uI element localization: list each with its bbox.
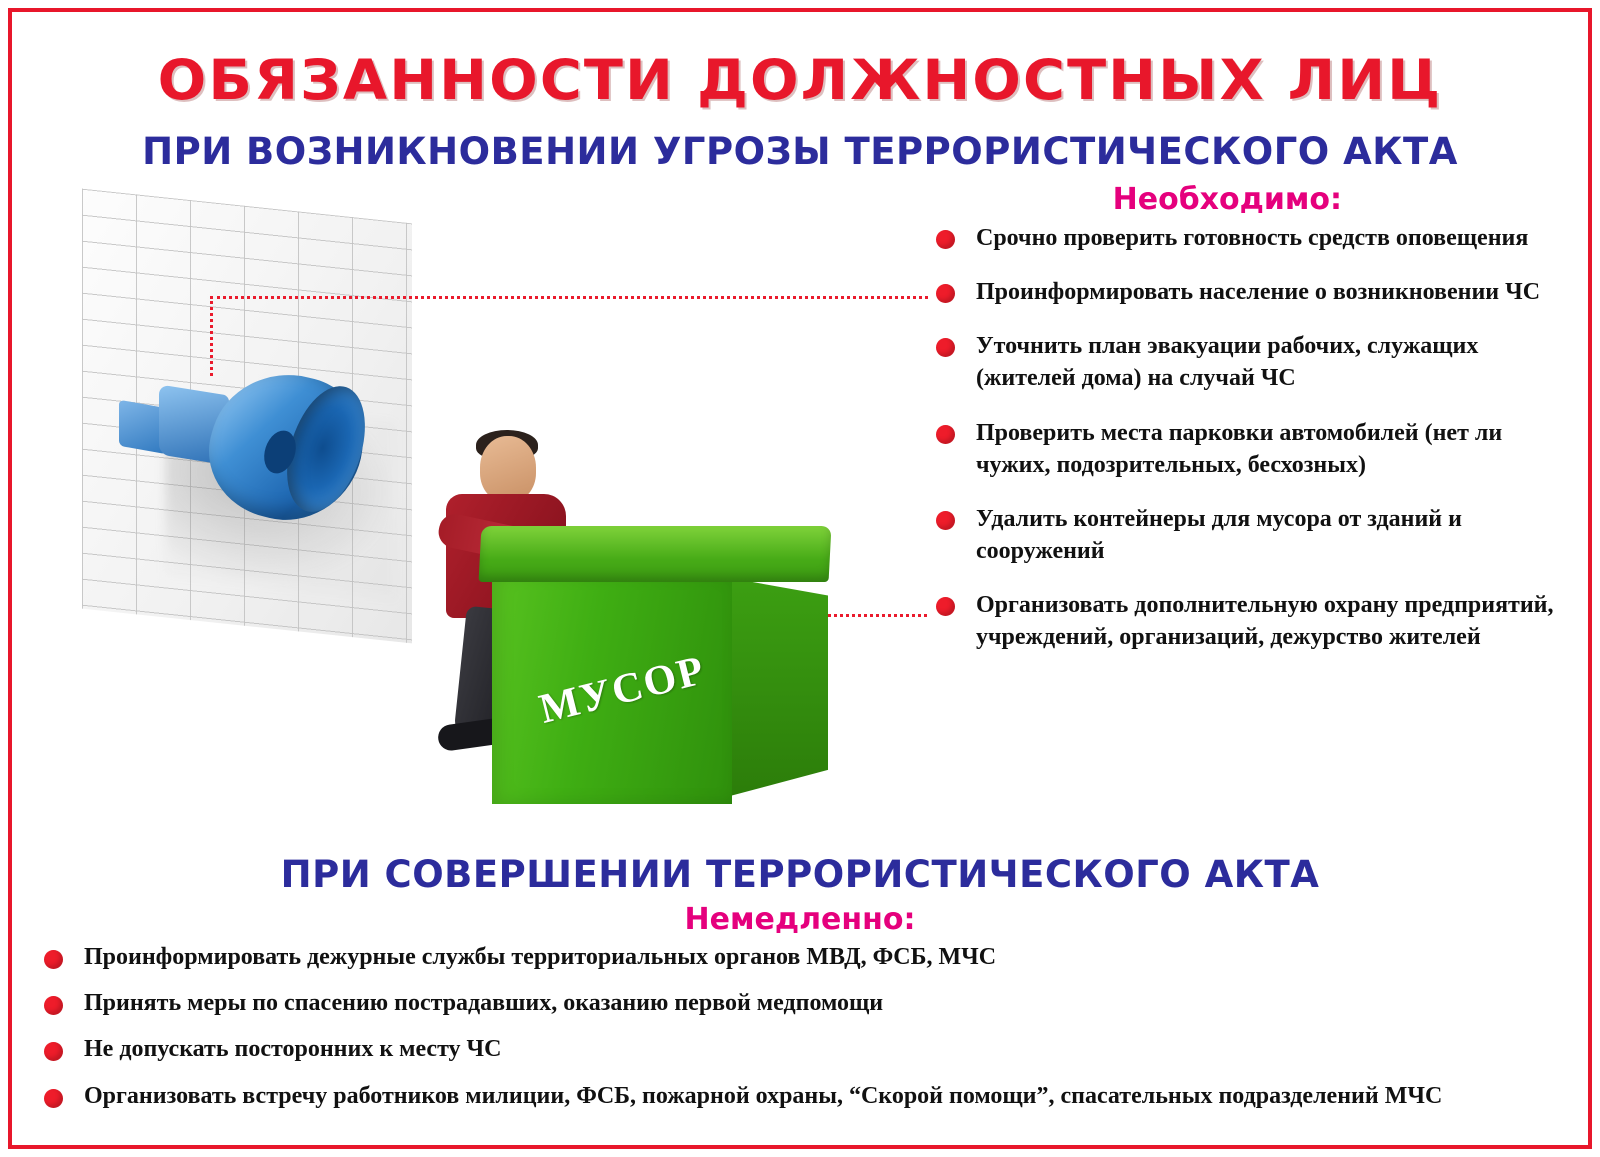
loudspeaker-graphic bbox=[115, 368, 385, 528]
list-item bbox=[928, 417, 1558, 481]
list-item-text: Проинформировать население о возникновении ЧС bbox=[976, 279, 1541, 306]
list-item bbox=[928, 222, 1558, 254]
section-heading-threat: ПРИ ВОЗНИКНОВЕНИИ УГРОЗЫ ТЕРРОРИСТИЧЕСКОГО АКТА bbox=[142, 130, 1458, 173]
list-item-text: Не допускать посторонних к месту ЧС bbox=[84, 1036, 502, 1063]
checklist-threat bbox=[928, 222, 1558, 676]
dumpster-label: МУСОР bbox=[534, 647, 711, 733]
bullet-icon bbox=[44, 1089, 63, 1108]
bullet-icon bbox=[44, 1042, 63, 1061]
list-item-text: Проинформировать дежурные службы территориальных органов МВД, ФСБ, МЧС bbox=[84, 944, 997, 970]
list-item bbox=[36, 988, 1566, 1019]
dumpster-side bbox=[730, 578, 828, 796]
bullet-icon bbox=[44, 996, 63, 1015]
list-item-text: Удалить контейнеры для мусора от зданий и сооружений bbox=[976, 505, 1462, 565]
list-item bbox=[36, 1081, 1566, 1112]
list-item-text: Организовать встречу работников милиции, ФСБ, пожарной охраны, “Скорой помощи”, спасательных подразделений МЧС bbox=[84, 1082, 1443, 1109]
man-head bbox=[480, 436, 536, 502]
list-item bbox=[36, 1034, 1566, 1065]
list-item-text: Проверить места парковки автомобилей (нет ли чужих, подозрительных, бесхозных) bbox=[976, 419, 1503, 478]
list-item-text: Принять меры по спасению пострадавших, оказанию первой медпомощи bbox=[84, 990, 884, 1017]
list-item bbox=[928, 276, 1558, 308]
list-item-text: Уточнить план эвакуации рабочих, служащих (жителей дома) на случай ЧС bbox=[976, 333, 1479, 392]
list-item bbox=[928, 503, 1558, 567]
bullet-icon bbox=[44, 950, 63, 969]
list-item bbox=[928, 589, 1558, 653]
list-item-text: Организовать дополнительную охрану предприятий, учреждений, организаций, дежурство жителей bbox=[976, 592, 1554, 651]
section-heading-attack: ПРИ СОВЕРШЕНИИ ТЕРРОРИСТИЧЕСКОГО АКТА bbox=[280, 853, 1320, 896]
dumpster-graphic bbox=[480, 526, 840, 826]
list-item bbox=[928, 330, 1558, 394]
list-item bbox=[36, 942, 1566, 973]
leader-line-speaker bbox=[210, 296, 928, 299]
illustration-area bbox=[60, 196, 940, 846]
page-title: ОБЯЗАННОСТИ ДОЛЖНОСТНЫХ ЛИЦ bbox=[157, 48, 1443, 112]
leader-line-vertical bbox=[210, 296, 213, 376]
list-item-text: Срочно проверить готовность средств оповещения bbox=[976, 225, 1529, 251]
dumpster-lid bbox=[479, 526, 832, 582]
label-necessary: Необходимо: bbox=[1112, 182, 1342, 217]
label-immediately: Немедленно: bbox=[684, 902, 916, 937]
checklist-attack bbox=[36, 942, 1566, 1127]
